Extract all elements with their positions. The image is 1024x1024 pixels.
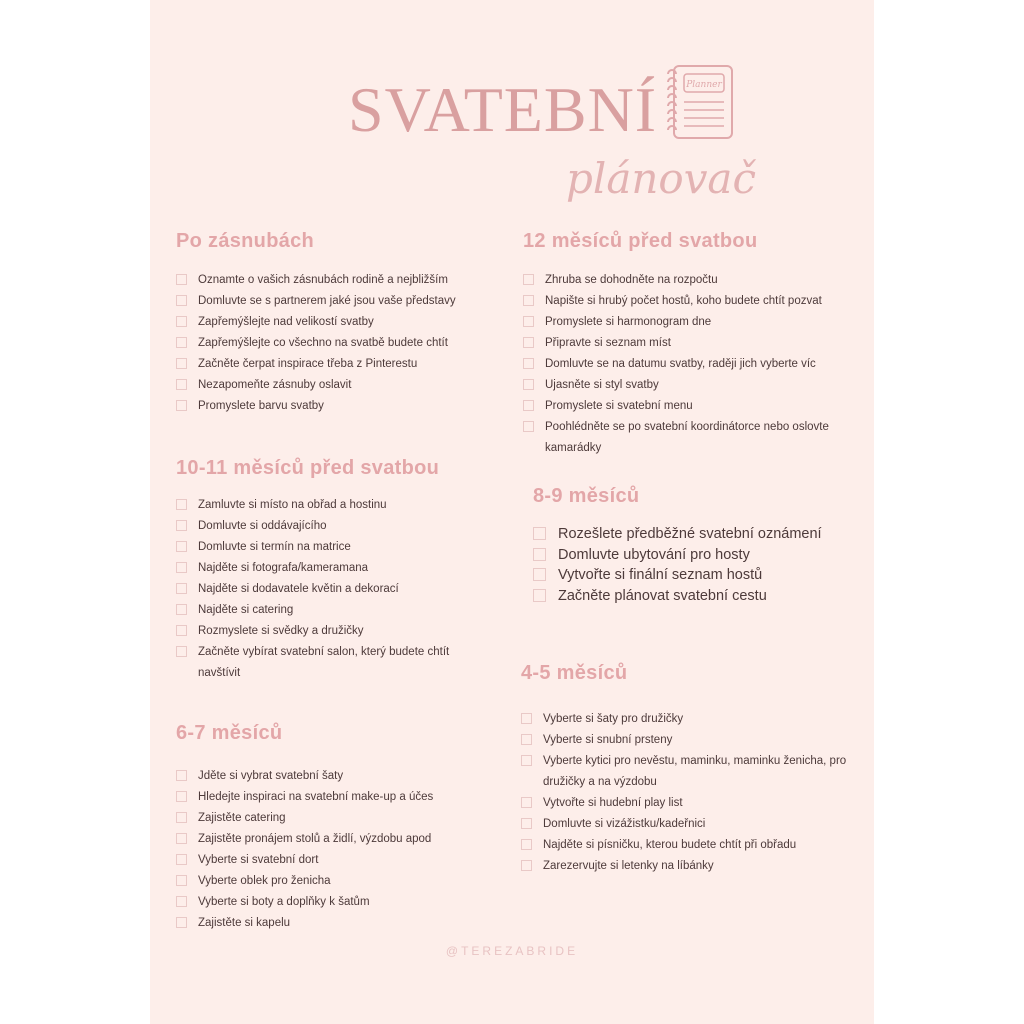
checkbox[interactable] bbox=[176, 917, 187, 928]
item-label: Poohlédněte se po svatební koordinátorce nebo oslovte kamarádky bbox=[545, 421, 829, 454]
checkbox[interactable] bbox=[521, 755, 532, 766]
checklist-item[interactable] bbox=[523, 270, 858, 291]
section-heading: Po zásnubách bbox=[176, 230, 315, 252]
checklist-item[interactable] bbox=[176, 766, 486, 787]
planner-notebook-icon bbox=[664, 62, 736, 142]
checkbox[interactable] bbox=[176, 520, 187, 531]
page-subtitle: plánovač bbox=[566, 154, 756, 203]
section-heading: 10-11 měsíců před svatbou bbox=[176, 457, 440, 479]
checkbox[interactable] bbox=[176, 625, 187, 636]
item-label: Najděte si písničku, kterou budete chtít při obřadu bbox=[543, 839, 797, 851]
item-label: Zamluvte si místo na obřad a hostinu bbox=[198, 499, 387, 511]
checkbox[interactable] bbox=[176, 358, 187, 369]
item-label: Jděte si vybrat svatební šaty bbox=[198, 770, 344, 782]
item-label: Vytvořte si finální seznam hostů bbox=[558, 567, 763, 583]
item-label: Najděte si dodavatele květin a dekorací bbox=[198, 583, 399, 595]
checkbox[interactable] bbox=[176, 400, 187, 411]
checklist-item[interactable] bbox=[521, 730, 856, 751]
item-label: Zarezervujte si letenky na líbánky bbox=[543, 860, 714, 872]
checkbox[interactable] bbox=[523, 274, 534, 285]
checklist-item[interactable] bbox=[176, 579, 476, 600]
checklist-item[interactable] bbox=[521, 793, 856, 814]
checklist-item[interactable] bbox=[176, 871, 486, 892]
checkbox[interactable] bbox=[176, 316, 187, 327]
checklist-item[interactable] bbox=[176, 913, 486, 934]
checklist-item[interactable] bbox=[533, 565, 853, 586]
checklist-item[interactable] bbox=[521, 856, 856, 877]
section-heading: 12 měsíců před svatbou bbox=[523, 230, 758, 252]
checkbox[interactable] bbox=[521, 839, 532, 850]
checkbox[interactable] bbox=[176, 295, 187, 306]
item-label: Domluvte si vizážistku/kadeřnici bbox=[543, 818, 706, 830]
checklist-item[interactable] bbox=[176, 354, 496, 375]
item-label: Vyberte si šaty pro družičky bbox=[543, 713, 684, 725]
section-heading: 6-7 měsíců bbox=[176, 722, 283, 744]
item-label: Zhruba se dohodněte na rozpočtu bbox=[545, 274, 718, 286]
checkbox[interactable] bbox=[521, 818, 532, 829]
checklist-item[interactable] bbox=[523, 375, 858, 396]
checkbox[interactable] bbox=[533, 568, 546, 581]
item-label: Oznamte o vašich zásnubách rodině a nejbližším bbox=[198, 274, 448, 286]
page-title: SVATEBNÍ bbox=[348, 74, 658, 145]
checklist-item[interactable] bbox=[521, 751, 856, 793]
checkbox[interactable] bbox=[523, 358, 534, 369]
item-label: Zajistěte pronájem stolů a židlí, výzdobu apod bbox=[198, 833, 432, 845]
checkbox[interactable] bbox=[533, 589, 546, 602]
checklist-item[interactable] bbox=[176, 621, 476, 642]
checkbox[interactable] bbox=[176, 791, 187, 802]
checklist-item[interactable] bbox=[176, 558, 476, 579]
item-label: Začněte plánovat svatební cestu bbox=[558, 587, 767, 604]
checklist-item[interactable] bbox=[176, 537, 476, 558]
checklist-item[interactable] bbox=[176, 270, 496, 291]
checkbox[interactable] bbox=[176, 379, 187, 390]
checklist-item[interactable] bbox=[176, 600, 476, 621]
checkbox[interactable] bbox=[176, 562, 187, 573]
item-label: Hledejte inspiraci na svatební make-up a účes bbox=[198, 791, 434, 803]
checkbox[interactable] bbox=[533, 527, 546, 540]
checkbox[interactable] bbox=[521, 797, 532, 808]
item-label: Domluvte se s partnerem jaké jsou vaše představy bbox=[198, 295, 456, 307]
item-label: Začněte čerpat inspirace třeba z Pinterestu bbox=[198, 358, 418, 370]
section-12-months bbox=[523, 230, 858, 459]
item-label: Připravte si seznam míst bbox=[545, 337, 671, 349]
item-label: Vyberte oblek pro ženicha bbox=[198, 875, 331, 887]
checkbox[interactable] bbox=[523, 400, 534, 411]
checklist-item[interactable] bbox=[521, 814, 856, 835]
item-label: Napište si hrubý počet hostů, koho budete chtít pozvat bbox=[545, 295, 822, 307]
checkbox[interactable] bbox=[176, 896, 187, 907]
item-label: Najděte si catering bbox=[198, 604, 294, 616]
item-label: Vyberte kytici pro nevěstu, maminku, maminku ženicha, pro družičky a na výzdobu bbox=[543, 755, 847, 788]
checklist-item[interactable] bbox=[523, 291, 858, 312]
checklist-item[interactable] bbox=[176, 850, 486, 871]
item-label: Vyberte si boty a doplňky k šatům bbox=[198, 896, 370, 908]
item-label: Domluvte se na datumu svatby, raději jich vyberte víc bbox=[545, 358, 816, 370]
item-label: Rozmyslete si svědky a družičky bbox=[198, 625, 364, 637]
checkbox[interactable] bbox=[176, 583, 187, 594]
checklist-item[interactable] bbox=[176, 516, 476, 537]
checklist-item[interactable] bbox=[523, 417, 858, 459]
item-label: Vyberte si snubní prsteny bbox=[543, 734, 673, 746]
section-after-engagement bbox=[176, 230, 496, 417]
checkbox[interactable] bbox=[523, 421, 534, 432]
checklist-item[interactable] bbox=[176, 892, 486, 913]
item-label: Zajistěte si kapelu bbox=[198, 917, 291, 929]
item-label: Nezapomeňte zásnuby oslavit bbox=[198, 379, 352, 391]
checkbox[interactable] bbox=[176, 274, 187, 285]
checklist-item[interactable] bbox=[523, 333, 858, 354]
checklist-item[interactable] bbox=[176, 829, 486, 850]
checkbox[interactable] bbox=[521, 860, 532, 871]
checkbox[interactable] bbox=[176, 541, 187, 552]
item-label: Zapřemýšlejte co všechno na svatbě budete chtít bbox=[198, 337, 448, 349]
checkbox[interactable] bbox=[176, 875, 187, 886]
checklist-item[interactable] bbox=[523, 312, 858, 333]
section-4-5-months bbox=[521, 662, 856, 877]
checklist-item[interactable] bbox=[176, 291, 496, 312]
checkbox[interactable] bbox=[176, 812, 187, 823]
checklist-item[interactable] bbox=[523, 354, 858, 375]
item-label: Promyslete barvu svatby bbox=[198, 400, 324, 412]
checkbox[interactable] bbox=[523, 337, 534, 348]
checklist-item[interactable] bbox=[523, 396, 858, 417]
item-label: Zapřemýšlejte nad velikostí svatby bbox=[198, 316, 374, 328]
checklist-item[interactable] bbox=[176, 495, 476, 516]
checkbox[interactable] bbox=[533, 548, 546, 561]
checklist-item[interactable] bbox=[521, 709, 856, 730]
checkbox[interactable] bbox=[176, 646, 187, 657]
item-label: Promyslete si harmonogram dne bbox=[545, 316, 712, 328]
item-label: Domluvte si oddávajícího bbox=[198, 520, 327, 532]
item-label: Rozešlete předběžné svatební oznámení bbox=[558, 526, 822, 542]
checkbox[interactable] bbox=[523, 379, 534, 390]
checklist-item[interactable] bbox=[176, 396, 496, 417]
checklist-item[interactable] bbox=[176, 312, 496, 333]
checkbox[interactable] bbox=[523, 316, 534, 327]
item-label: Ujasněte si styl svatby bbox=[545, 379, 659, 391]
checklist-item[interactable] bbox=[533, 545, 853, 566]
item-label: Promyslete si svatební menu bbox=[545, 400, 693, 412]
footer-handle: @TEREZABRIDE bbox=[445, 944, 579, 958]
checklist-item[interactable] bbox=[533, 586, 853, 607]
item-label: Domluvte si termín na matrice bbox=[198, 541, 351, 553]
checkbox[interactable] bbox=[523, 295, 534, 306]
item-label: Začněte vybírat svatební salon, který budete chtít navštívit bbox=[198, 646, 450, 679]
checklist-item[interactable] bbox=[176, 787, 486, 808]
checklist-item[interactable] bbox=[521, 835, 856, 856]
checkbox[interactable] bbox=[176, 499, 187, 510]
section-heading: 4-5 měsíců bbox=[521, 662, 628, 684]
checkbox[interactable] bbox=[176, 337, 187, 348]
section-10-11-months bbox=[176, 457, 476, 684]
checklist-item[interactable] bbox=[176, 333, 496, 354]
checklist-item[interactable] bbox=[176, 375, 496, 396]
checkbox[interactable] bbox=[521, 713, 532, 724]
item-label: Zajistěte catering bbox=[198, 812, 286, 824]
checkbox[interactable] bbox=[176, 770, 187, 781]
checkbox[interactable] bbox=[176, 604, 187, 615]
section-8-9-months bbox=[533, 485, 853, 606]
item-label: Najděte si fotografa/kameramana bbox=[198, 562, 369, 574]
checkbox[interactable] bbox=[521, 734, 532, 745]
section-6-7-months bbox=[176, 722, 486, 934]
checklist-item[interactable] bbox=[176, 642, 476, 684]
item-label: Domluvte ubytování pro hosty bbox=[558, 546, 750, 563]
item-label: Vytvořte si hudební play list bbox=[543, 797, 683, 809]
checklist-item[interactable] bbox=[533, 524, 853, 545]
item-label: Vyberte si svatební dort bbox=[198, 854, 319, 866]
section-heading: 8-9 měsíců bbox=[533, 485, 640, 507]
checkbox[interactable] bbox=[176, 833, 187, 844]
checkbox[interactable] bbox=[176, 854, 187, 865]
checklist-item[interactable] bbox=[176, 808, 486, 829]
planner-icon-label: Planner bbox=[686, 80, 722, 90]
